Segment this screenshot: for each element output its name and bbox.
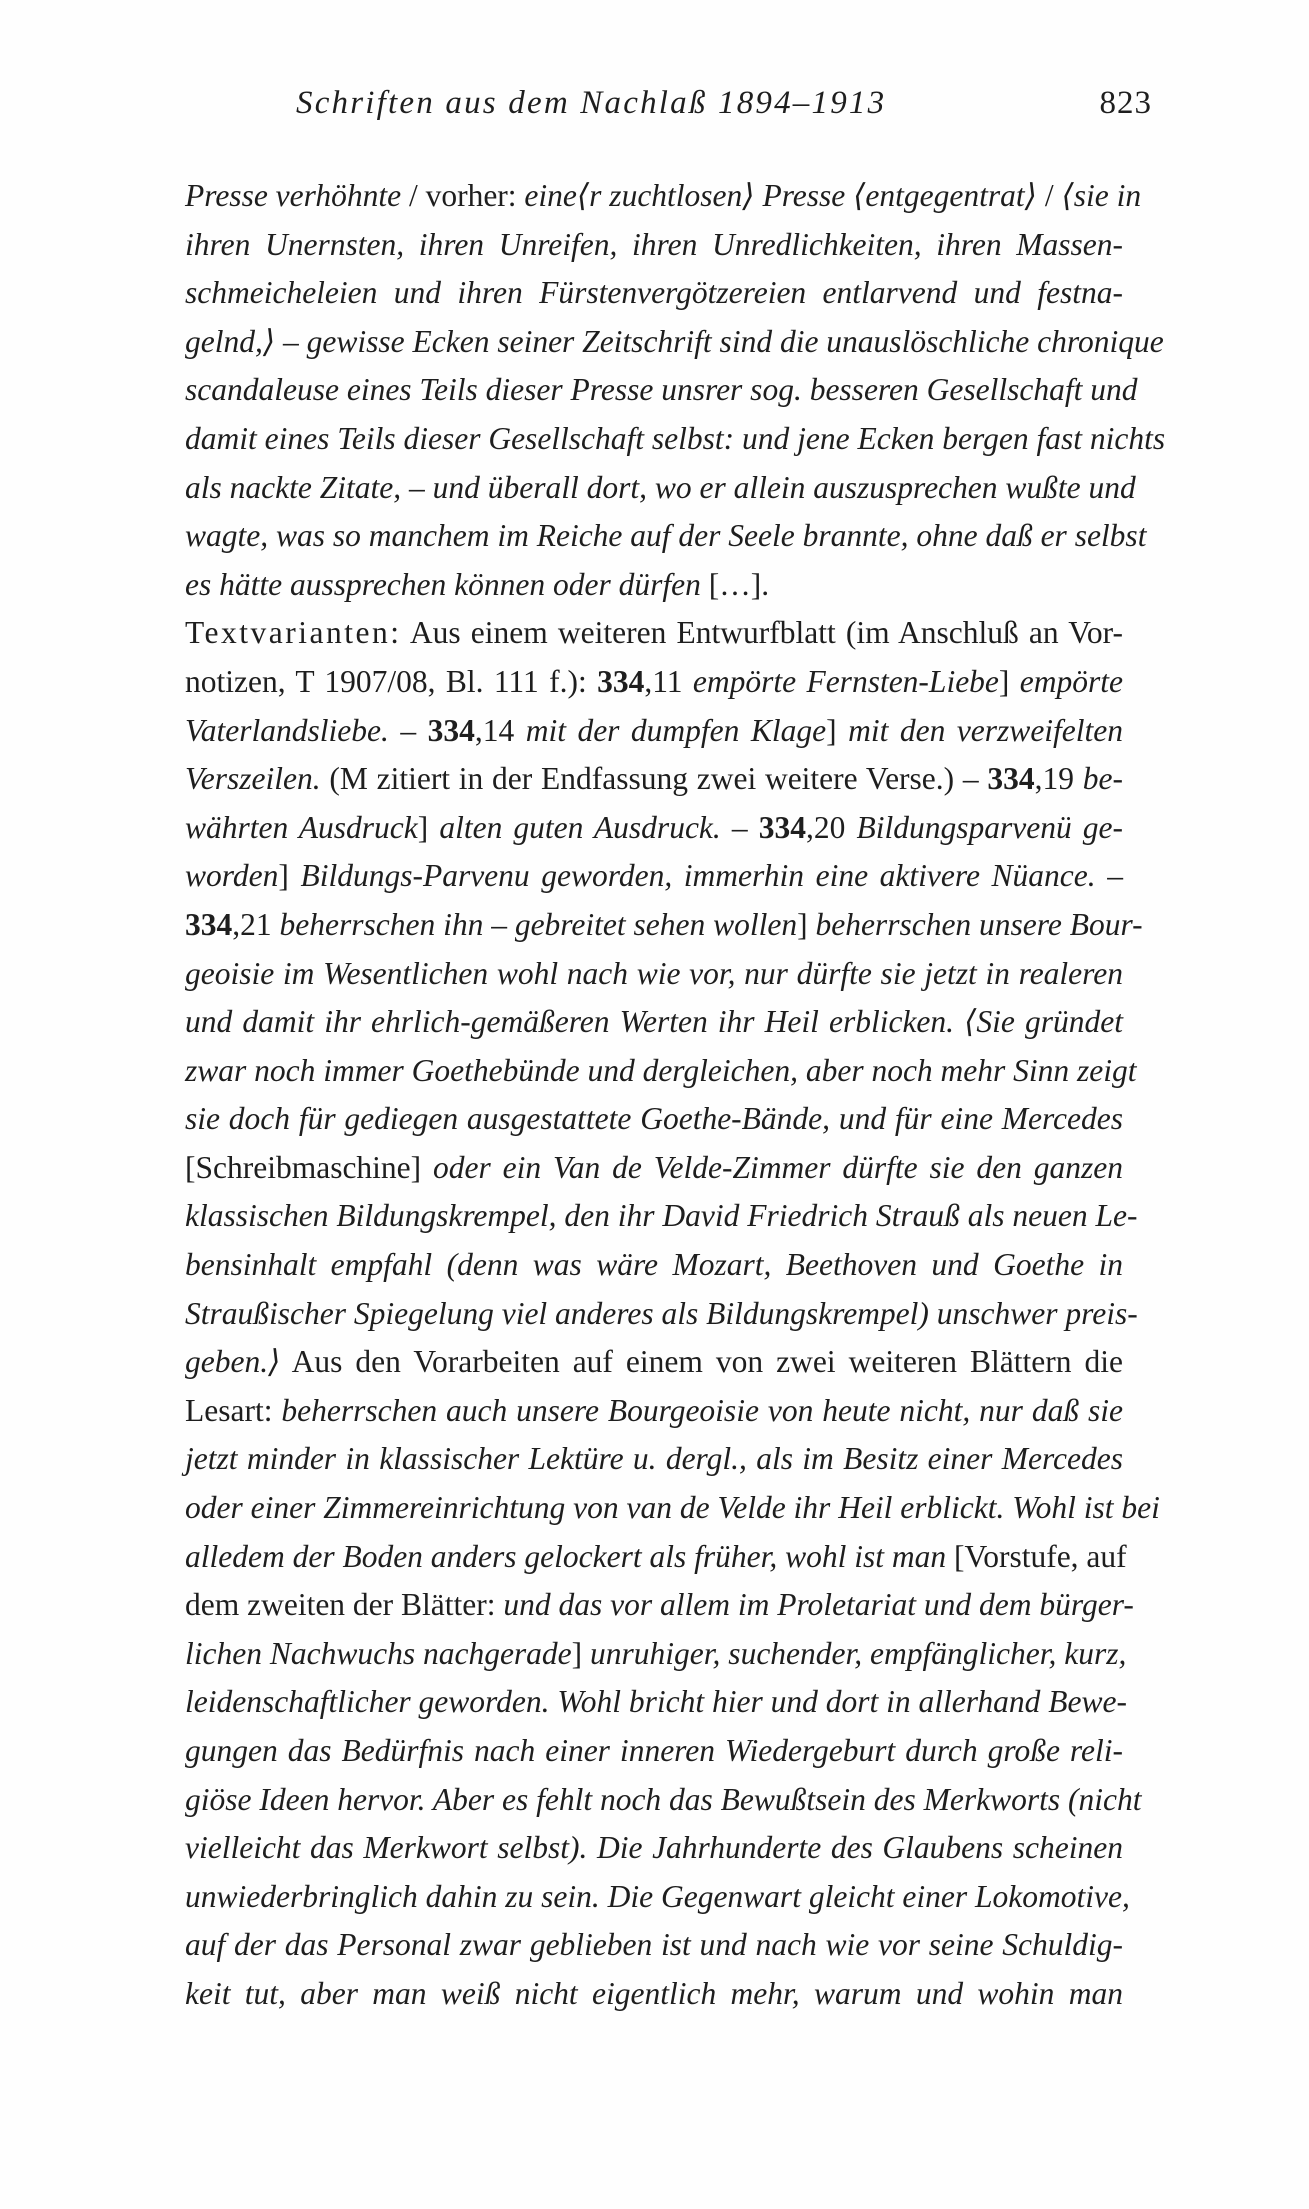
italic-text: bensinhalt empfahl (denn was wäre Mozart, Beethoven und Goethe in: [185, 1247, 1123, 1283]
italic-text: unwiederbringlich dahin zu sein. Die Gegenwart gleicht einer Lokomotive,: [185, 1878, 1130, 1914]
text-line: [185, 221, 1123, 270]
roman-text: ]: [278, 858, 301, 894]
italic-text: alledem der Boden anders gelockert als früher, wohl ist man: [185, 1538, 947, 1574]
text-line: [185, 1484, 1160, 1533]
text-line: [185, 415, 1166, 464]
italic-text: damit eines Teils dieser Gesellschaft selbst: und jene Ecken bergen fast nichts: [185, 420, 1166, 456]
italic-text: jetzt minder in klassischer Lektüre u. dergl., als im Besitz einer Mercedes: [185, 1441, 1123, 1477]
roman-text: [Schreibmaschine]: [185, 1149, 434, 1185]
body-text: [185, 172, 1166, 2019]
italic-text: eine⟨r zuchtlosen⟩ Presse ⟨entgegentrat⟩: [524, 178, 1037, 213]
text-line: [185, 1338, 1123, 1387]
italic-text: vielleicht das Merkwort selbst). Die Jahrhunderte des Glaubens scheinen: [185, 1830, 1123, 1866]
italic-text: es hätte aussprechen können oder dürfen: [185, 566, 701, 602]
italic-text: alten guten Ausdruck.: [439, 809, 721, 845]
italic-text: empörte: [1019, 663, 1123, 699]
roman-text: ,19: [1034, 761, 1083, 797]
italic-text: schmeicheleien und ihren Fürstenvergötzereien entlarvend und festna-: [185, 275, 1123, 311]
italic-text: und damit ihr ehrlich-gemäßeren Werten ihr Heil erblicken. ⟨Sie gründet: [185, 1004, 1123, 1040]
italic-text: klassischen Bildungskrempel, den ihr David Friedrich Strauß als neuen Le-: [185, 1198, 1138, 1234]
italic-text: empörte Fernsten-Liebe: [692, 663, 999, 699]
italic-text: gelnd,⟩ – gewisse Ecken seiner Zeitschrift sind die unauslöschliche chronique: [185, 323, 1164, 359]
text-line: [185, 561, 1123, 610]
italic-text: Bildungs-Parvenu geworden, immerhin eine aktivere Nüance.: [300, 858, 1096, 894]
text-line: [185, 1678, 1127, 1727]
italic-text: oder ein Van de Velde-Zimmer dürfte sie den ganzen: [433, 1149, 1123, 1185]
text-line: [185, 1095, 1123, 1144]
text-line: [185, 1630, 1127, 1679]
roman-text: [Vorstufe, auf: [946, 1538, 1127, 1574]
text-line: [185, 1533, 1127, 1582]
italic-text: mit der dumpfen Klage: [525, 712, 827, 748]
text-line: [185, 1873, 1130, 1922]
italic-text: ihren Unernsten, ihren Unreifen, ihren Unredlichkeiten, ihren Massen-: [185, 226, 1123, 262]
roman-text: ,14: [474, 712, 526, 748]
text-line: [185, 1047, 1137, 1096]
text-line: [185, 318, 1164, 367]
text-line: [185, 1241, 1123, 1290]
italic-text: sie doch für gediegen ausgestattete Goethe-Bände, und für eine Mercedes: [185, 1101, 1123, 1137]
italic-text: beherrschen auch unsere Bourgeoisie von heute nicht, nur daß sie: [281, 1392, 1123, 1428]
text-line: [185, 512, 1147, 561]
italic-text: giöse Ideen hervor. Aber es fehlt noch das Bewußtsein des Merkworts (nicht: [185, 1781, 1142, 1817]
roman-text: ]: [826, 712, 849, 748]
text-line: [185, 1387, 1123, 1436]
text-line: [185, 609, 1123, 658]
text-line: [185, 804, 1123, 853]
roman-text: ,20: [805, 809, 857, 845]
italic-text: geoisie im Wesentlichen wohl nach wie vor, nur dürfte sie jetzt in realeren: [185, 955, 1123, 991]
italic-text: geben.⟩: [185, 1344, 281, 1380]
roman-text: ]: [797, 906, 816, 942]
italic-text: unruhiger, suchender, empfänglicher, kurz,: [590, 1635, 1127, 1671]
roman-text: / vorher:: [401, 178, 525, 213]
line-reference: 334: [987, 761, 1035, 797]
text-line: [185, 901, 1143, 950]
text-line: [185, 1776, 1142, 1825]
italic-text: oder einer Zimmereinrichtung von van de Velde ihr Heil erblickt. Wohl ist bei: [185, 1490, 1160, 1526]
italic-text: Straußischer Spiegelung viel anderes als Bildungskrempel) unschwer preis-: [185, 1295, 1138, 1331]
text-line: [185, 464, 1136, 513]
roman-text: Aus einem weiteren Entwurfblatt (im Anschluß an Vor-: [401, 615, 1123, 651]
roman-text: Aus den Vorarbeiten auf einem von zwei weiteren Blättern die: [280, 1344, 1123, 1380]
text-line: [185, 1970, 1123, 2019]
text-line: [185, 366, 1138, 415]
italic-text: be-: [1082, 761, 1123, 797]
text-line: [185, 172, 1142, 221]
roman-text: ,11: [644, 663, 693, 699]
roman-text: /: [1036, 178, 1062, 213]
italic-text: ⟨sie in: [1061, 178, 1142, 213]
italic-text: lichen Nachwuchs nachgerade: [185, 1635, 572, 1671]
italic-text: Vaterlandsliebe.: [185, 712, 389, 748]
italic-text: Bildungsparvenü ge-: [856, 809, 1124, 845]
roman-text: […].: [700, 566, 770, 602]
text-line: [185, 852, 1123, 901]
text-line: [185, 1435, 1123, 1484]
italic-text: währten Ausdruck: [185, 809, 418, 845]
text-line: [185, 1144, 1123, 1193]
roman-text: (M zitiert in der Endfassung zwei weitere Verse.) –: [320, 761, 988, 797]
roman-text: ,21: [232, 906, 280, 942]
roman-text: –: [720, 809, 759, 845]
text-line: [185, 1921, 1123, 1970]
italic-text: als nackte Zitate, – und überall dort, wo er allein auszusprechen wußte und: [185, 469, 1136, 505]
text-line: [185, 1824, 1123, 1873]
roman-text: –: [388, 712, 428, 748]
line-reference: 334: [597, 663, 645, 699]
roman-text: ]: [417, 809, 440, 845]
roman-text: –: [1095, 858, 1123, 894]
text-line: [185, 998, 1123, 1047]
text-line: [185, 1192, 1138, 1241]
text-line: [185, 1290, 1138, 1339]
roman-text: ]: [998, 663, 1020, 699]
text-line: [185, 707, 1123, 756]
italic-text: gungen das Bedürfnis nach einer inneren Wiedergeburt durch große reli-: [185, 1733, 1123, 1768]
italic-text: wagte, was so manchem im Reiche auf der Seele brannte, ohne daß er selbst: [185, 518, 1147, 554]
roman-text: ]: [571, 1635, 591, 1671]
text-line: [185, 755, 1123, 804]
italic-text: und das vor allem im Proletariat und dem bürger-: [503, 1587, 1134, 1623]
text-line: [185, 269, 1123, 318]
running-head-title: Schriften aus dem Nachlaß 1894–1913: [296, 85, 887, 121]
italic-text: worden: [185, 858, 279, 894]
text-line: [185, 950, 1123, 999]
roman-text: dem zweiten der Blätter:: [185, 1587, 504, 1623]
italic-text: keit tut, aber man weiß nicht eigentlich mehr, warum und wohin man: [185, 1975, 1123, 2011]
line-reference: 334: [185, 906, 233, 942]
italic-text: mit den verzweifelten: [848, 712, 1124, 748]
page-number: 823: [1099, 85, 1152, 121]
roman-text: notizen, T 1907/08, Bl. 111 f.):: [185, 663, 598, 699]
italic-text: beherrschen ihn – gebreitet sehen wollen: [279, 906, 798, 942]
roman-text: Textvarianten:: [185, 615, 402, 651]
italic-text: beherrschen unsere Bour-: [815, 906, 1143, 942]
italic-text: zwar noch immer Goethebünde und dergleichen, aber noch mehr Sinn zeigt: [185, 1052, 1137, 1088]
text-line: [185, 658, 1123, 707]
running-head: [296, 78, 1152, 128]
text-line: [185, 1727, 1123, 1776]
italic-text: Verszeilen.: [185, 761, 321, 797]
line-reference: 334: [758, 809, 806, 845]
roman-text: Lesart:: [185, 1392, 282, 1428]
text-line: [185, 1581, 1134, 1630]
italic-text: scandaleuse eines Teils dieser Presse unsrer sog. besseren Gesellschaft und: [185, 372, 1138, 408]
italic-text: Presse verhöhnte: [185, 178, 402, 213]
line-reference: 334: [427, 712, 475, 748]
italic-text: auf der das Personal zwar geblieben ist und nach wie vor seine Schuldig-: [185, 1927, 1123, 1963]
italic-text: leidenschaftlicher geworden. Wohl bricht hier und dort in allerhand Bewe-: [185, 1684, 1127, 1720]
